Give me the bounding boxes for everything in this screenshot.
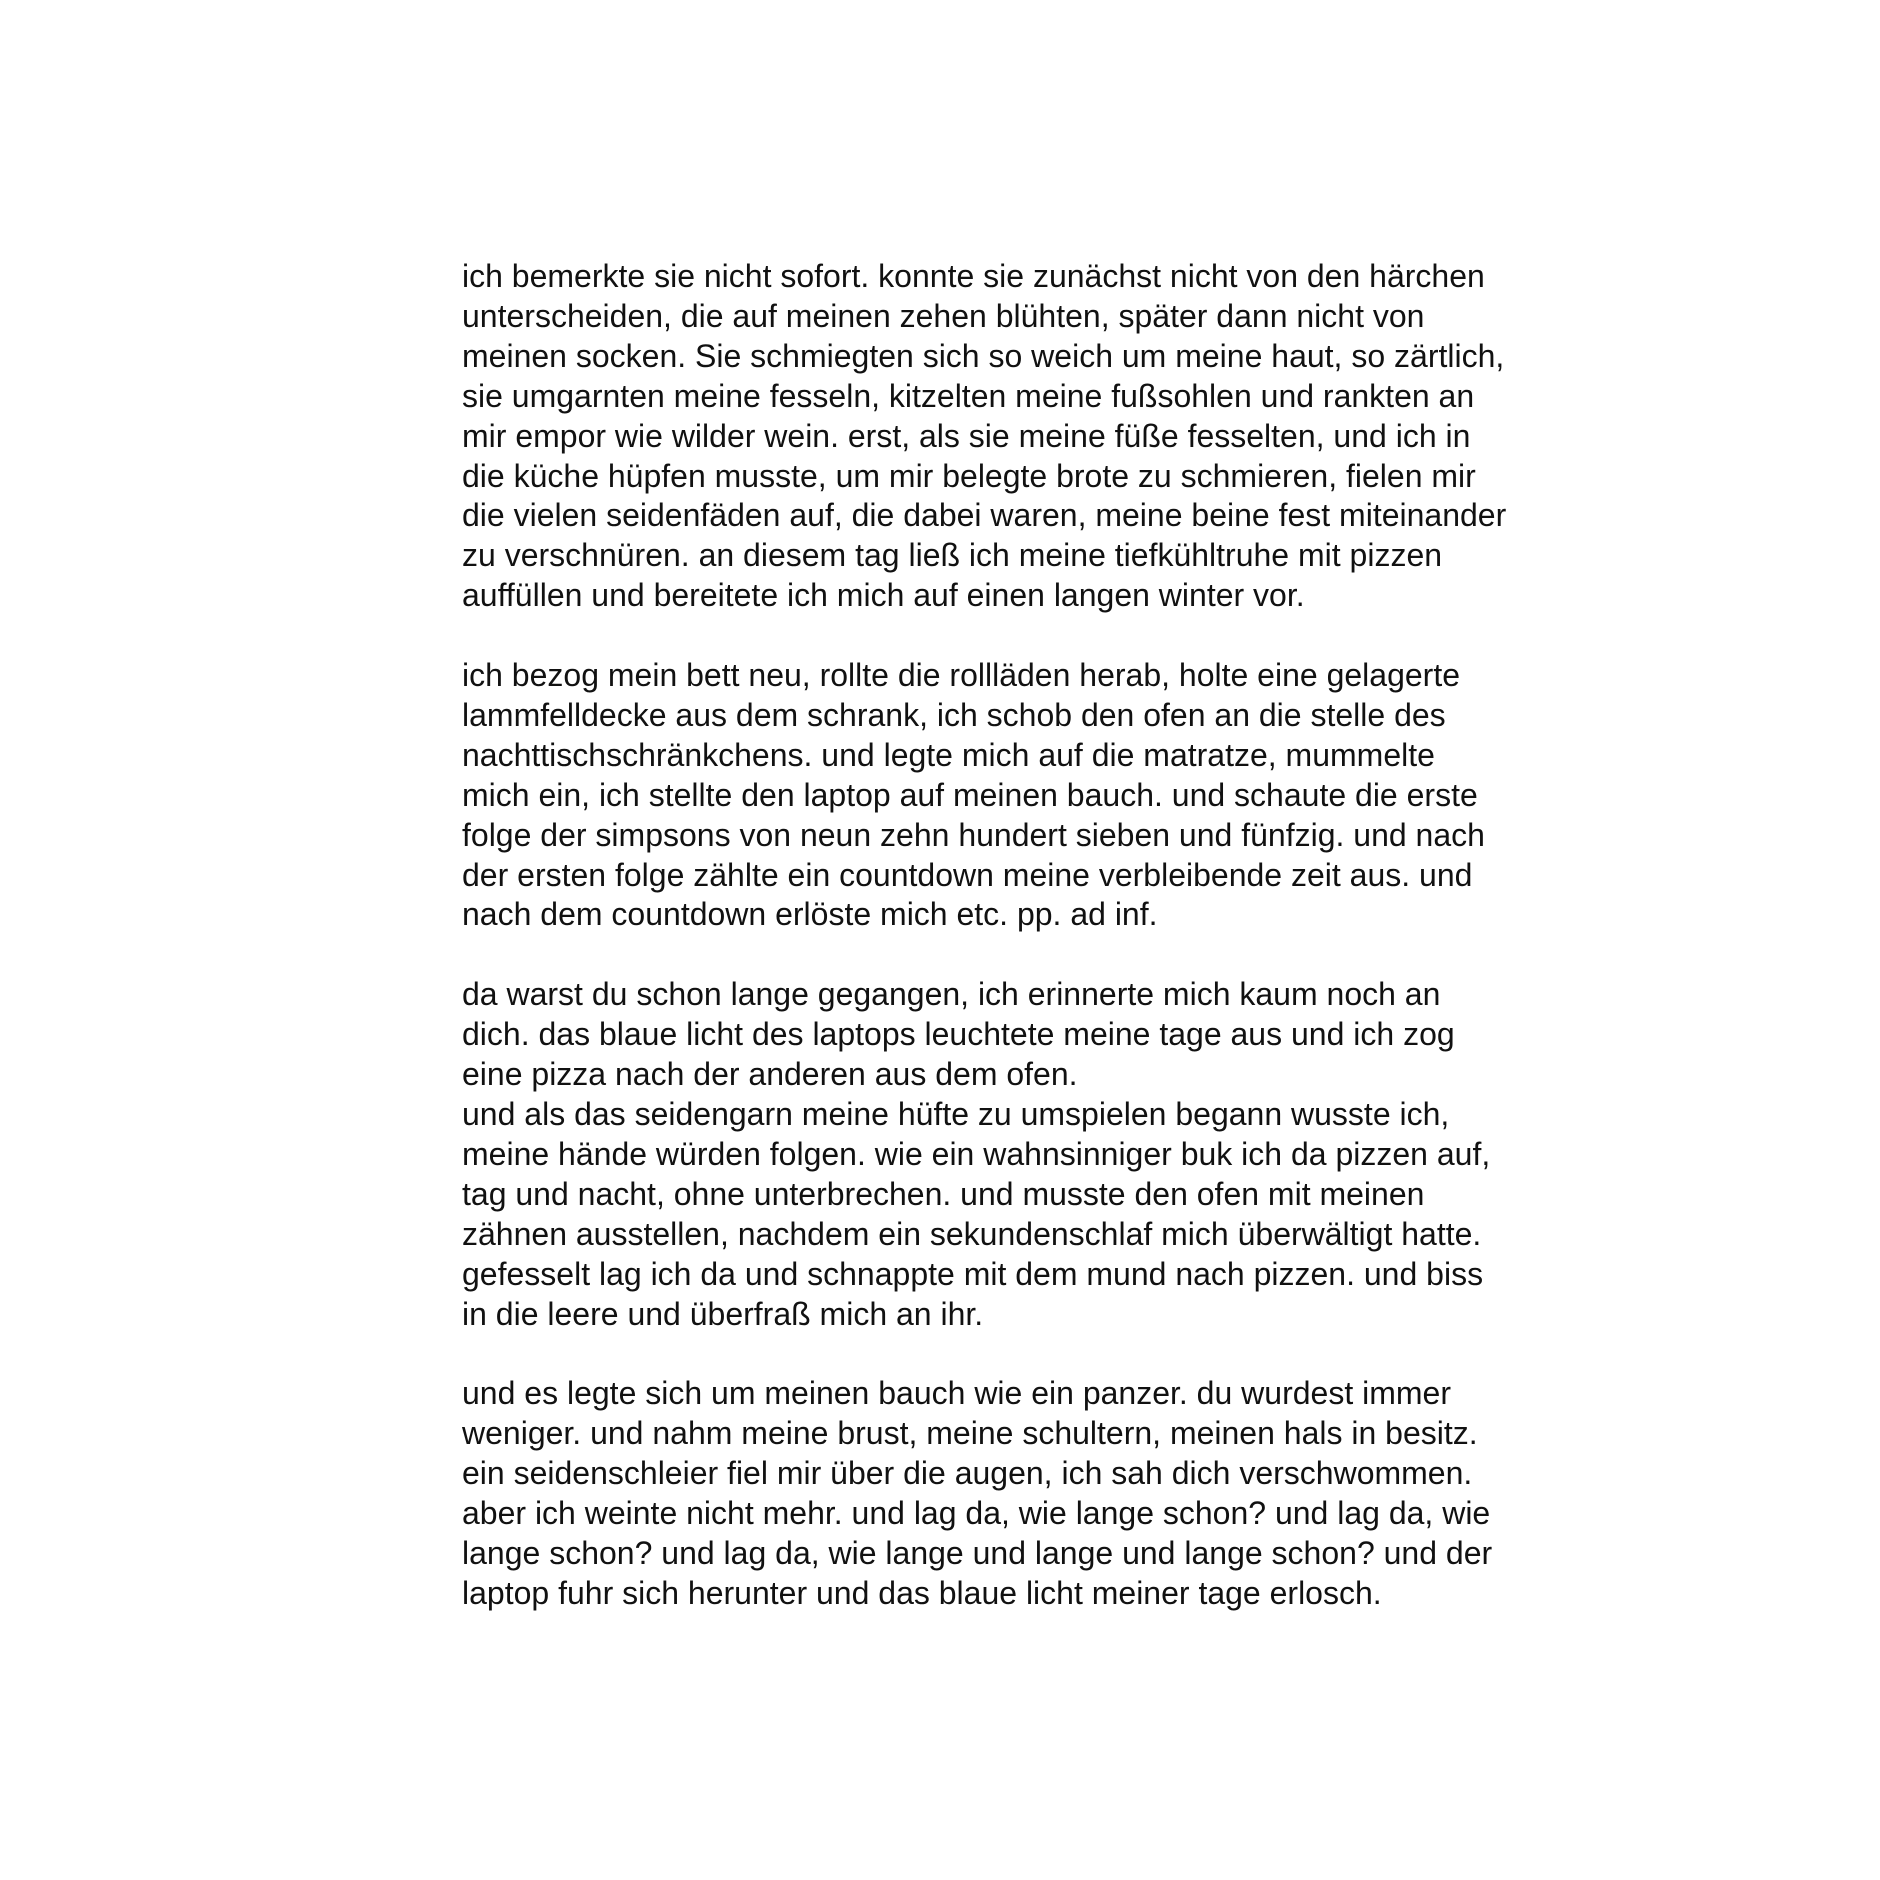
- paragraph-4: [462, 1374, 1602, 1613]
- paragraph-2: [462, 656, 1602, 935]
- text-line: und es legte sich um meinen bauch wie ein panzer. du wurdest immer: [462, 1375, 1451, 1412]
- paragraph-1: [462, 257, 1602, 616]
- text-line: unterscheiden, die auf meinen zehen blühten, später dann nicht von: [462, 297, 1425, 334]
- text-line: meine hände würden folgen. wie ein wahnsinniger buk ich da pizzen auf,: [462, 1135, 1491, 1172]
- text-line: zu verschnüren. an diesem tag ließ ich meine tiefkühltruhe mit pizzen: [462, 537, 1443, 574]
- text-line: die vielen seidenfäden auf, die dabei waren, meine beine fest miteinander: [462, 497, 1507, 534]
- text-line: lange schon? und lag da, wie lange und lange und lange schon? und der: [462, 1534, 1493, 1571]
- text-line: ich bemerkte sie nicht sofort. konnte sie zunächst nicht von den härchen: [462, 258, 1485, 294]
- text-line: die küche hüpfen musste, um mir belegte brote zu schmieren, fielen mir: [462, 457, 1476, 494]
- text-line: sie umgarnten meine fesseln, kitzelten meine fußsohlen und rankten an: [462, 377, 1475, 414]
- text-line: mir empor wie wilder wein. erst, als sie meine füße fesselten, und ich in: [462, 417, 1471, 454]
- text-line: meinen socken. Sie schmiegten sich so weich um meine haut, so zärtlich,: [462, 337, 1505, 374]
- text-line: folge der simpsons von neun zehn hundert sieben und fünfzig. und nach: [462, 816, 1485, 853]
- paragraph-3: [462, 975, 1602, 1334]
- text-line: tag und nacht, ohne unterbrechen. und musste den ofen mit meinen: [462, 1175, 1425, 1212]
- text-line: eine pizza nach der anderen aus dem ofen.: [462, 1056, 1078, 1093]
- text-line: da warst du schon lange gegangen, ich erinnerte mich kaum noch an: [462, 976, 1441, 1013]
- text-line: gefesselt lag ich da und schnappte mit dem mund nach pizzen. und biss: [462, 1255, 1484, 1292]
- text-line: nach dem countdown erlöste mich etc. pp. ad inf.: [462, 896, 1158, 933]
- text-line: aber ich weinte nicht mehr. und lag da, wie lange schon? und lag da, wie: [462, 1495, 1491, 1532]
- text-line: und als das seidengarn meine hüfte zu umspielen begann wusste ich,: [462, 1096, 1450, 1132]
- text-line: zähnen ausstellen, nachdem ein sekundenschlaf mich überwältigt hatte.: [462, 1215, 1482, 1252]
- text-line: in die leere und überfraß mich an ihr.: [462, 1295, 984, 1332]
- text-line: mich ein, ich stellte den laptop auf meinen bauch. und schaute die erste: [462, 776, 1478, 813]
- text-line: der ersten folge zählte ein countdown meine verbleibende zeit aus. und: [462, 856, 1473, 893]
- text-line: auffüllen und bereitete ich mich auf einen langen winter vor.: [462, 577, 1305, 614]
- text-line: ein seidenschleier fiel mir über die augen, ich sah dich verschwommen.: [462, 1455, 1473, 1492]
- text-body: [462, 257, 1602, 1614]
- text-line: lammfelldecke aus dem schrank, ich schob den ofen an die stelle des: [462, 696, 1446, 733]
- text-line: laptop fuhr sich herunter und das blaue licht meiner tage erlosch.: [462, 1574, 1382, 1611]
- text-line: nachttischschränkchens. und legte mich auf die matratze, mummelte: [462, 736, 1435, 773]
- text-line: dich. das blaue licht des laptops leuchtete meine tage aus und ich zog: [462, 1016, 1455, 1053]
- text-line: ich bezog mein bett neu, rollte die rollläden herab, holte eine gelagerte: [462, 657, 1460, 694]
- text-line: weniger. und nahm meine brust, meine schultern, meinen hals in besitz.: [462, 1415, 1478, 1452]
